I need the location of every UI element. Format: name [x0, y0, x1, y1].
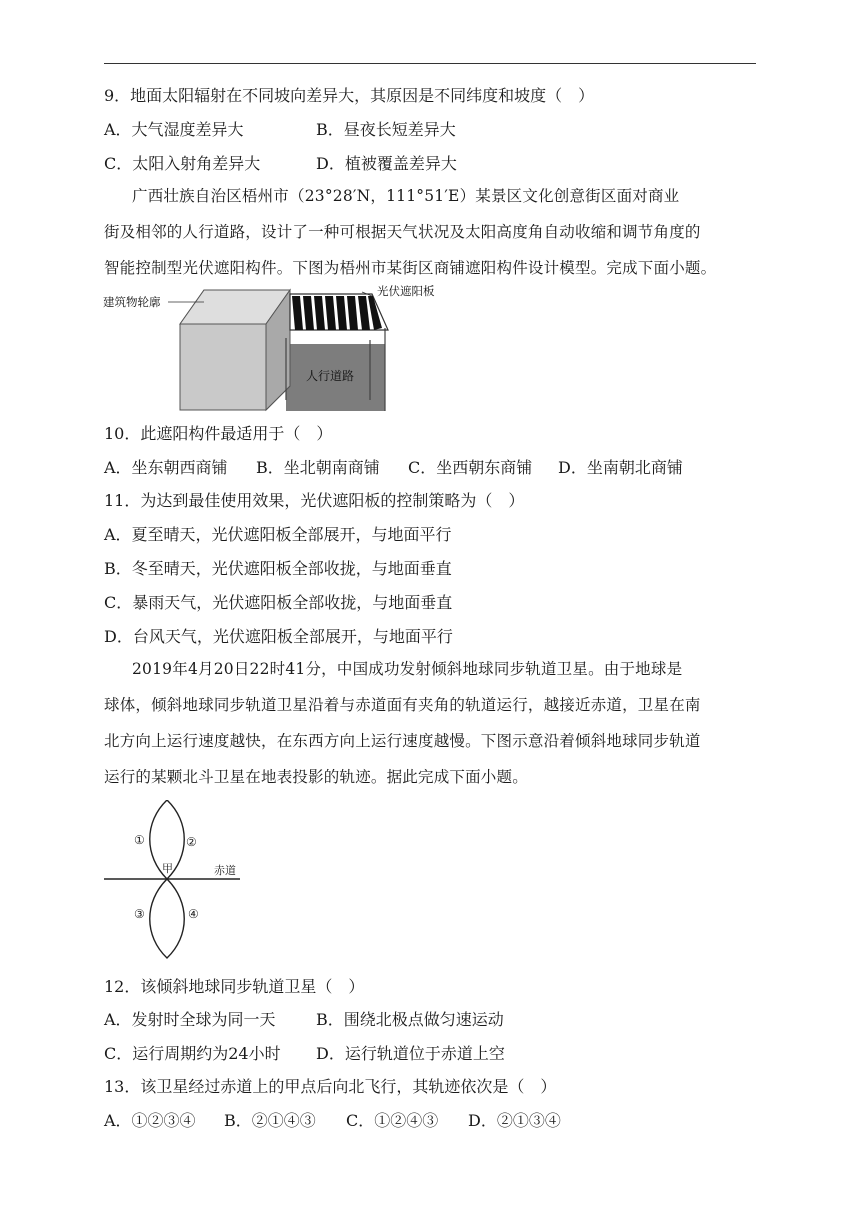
q9-stem: 9．地面太阳辐射在不同坡向差异大，其原因是不同纬度和坡度（ ） — [104, 86, 595, 105]
label-equator: 赤道 — [214, 864, 236, 877]
label-building-outline: 建筑物轮廓 — [103, 295, 161, 309]
passage-wuzhou-line1: 广西壮族自治区梧州市（23°28′N，111°51′E）某景区文化创意街区面对商业 — [132, 187, 680, 205]
q10-option-c[interactable]: C．坐西朝东商铺 — [408, 458, 533, 477]
q12-option-c[interactable]: C．运行周期约为24小时 — [104, 1044, 281, 1063]
header-rule — [104, 63, 756, 64]
q12-option-b[interactable]: B．围绕北极点做匀速运动 — [316, 1010, 504, 1029]
q11-option-b[interactable]: B．冬至晴天，光伏遮阳板全部收拢，与地面垂直 — [104, 559, 452, 578]
q10-option-d[interactable]: D．坐南朝北商铺 — [558, 458, 683, 477]
q12-option-d[interactable]: D．运行轨道位于赤道上空 — [316, 1044, 505, 1063]
label-segment-1: ① — [134, 833, 145, 847]
label-point-jia: 甲 — [162, 862, 173, 875]
q13-stem: 13．该卫星经过赤道上的甲点后向北飞行，其轨迹依次是（ ） — [104, 1077, 557, 1096]
q13-option-b[interactable]: B．②①④③ — [224, 1111, 316, 1130]
label-segment-4: ④ — [188, 907, 199, 921]
passage-beidou-line4: 运行的某颗北斗卫星在地表投影的轨迹。据此完成下面小题。 — [104, 768, 528, 786]
ground-track-figure — [100, 800, 250, 960]
label-pedestrian-road: 人行道路 — [306, 369, 355, 383]
passage-beidou-line3: 北方向上运行速度越快，在东西方向上运行速度越慢。下图示意沿着倾斜地球同步轨道 — [104, 732, 701, 750]
passage-wuzhou-line3: 智能控制型光伏遮阳构件。下图为梧州市某街区商铺遮阳构件设计模型。完成下面小题。 — [104, 259, 717, 277]
passage-beidou-line1: 2019年4月20日22时41分，中国成功发射倾斜地球同步轨道卫星。由于地球是 — [132, 660, 683, 678]
label-segment-3: ③ — [134, 907, 145, 921]
q10-option-b[interactable]: B．坐北朝南商铺 — [256, 458, 380, 477]
q11-option-c[interactable]: C．暴雨天气，光伏遮阳板全部收拢，与地面垂直 — [104, 593, 453, 612]
q12-option-a[interactable]: A．发射时全球为同一天 — [104, 1010, 276, 1029]
label-segment-2: ② — [186, 835, 197, 849]
q10-option-a[interactable]: A．坐东朝西商铺 — [104, 458, 228, 477]
passage-wuzhou — [104, 178, 756, 286]
q9-option-a[interactable]: A．大气湿度差异大 — [104, 120, 244, 139]
shading-model-figure — [100, 284, 460, 414]
passage-beidou — [104, 651, 756, 795]
passage-wuzhou-line2: 街及相邻的人行道路，设计了一种可根据天气状况及太阳高度角自动收缩和调节角度的 — [104, 223, 701, 241]
q9-option-c[interactable]: C．太阳入射角差异大 — [104, 154, 261, 173]
q13-option-c[interactable]: C．①②④③ — [346, 1111, 439, 1130]
q9-option-d[interactable]: D．植被覆盖差异大 — [316, 154, 457, 173]
q13-option-a[interactable]: A．①②③④ — [104, 1111, 196, 1130]
q13-option-d[interactable]: D．②①③④ — [468, 1111, 561, 1130]
label-pv-panel: 光伏遮阳板 — [377, 284, 435, 298]
passage-beidou-line2: 球体，倾斜地球同步轨道卫星沿着与赤道面有夹角的轨道运行，越接近赤道，卫星在南 — [104, 696, 701, 714]
q9-option-b[interactable]: B．昼夜长短差异大 — [316, 120, 456, 139]
q11-stem: 11．为达到最佳使用效果，光伏遮阳板的控制策略为（ ） — [104, 491, 525, 510]
q11-option-a[interactable]: A．夏至晴天，光伏遮阳板全部展开，与地面平行 — [104, 525, 452, 544]
photovoltaic-panels — [292, 296, 382, 330]
q10-stem: 10．此遮阳构件最适用于（ ） — [104, 424, 333, 443]
q12-stem: 12．该倾斜地球同步轨道卫星（ ） — [104, 977, 365, 996]
q11-option-d[interactable]: D．台风天气，光伏遮阳板全部展开，与地面平行 — [104, 627, 453, 646]
